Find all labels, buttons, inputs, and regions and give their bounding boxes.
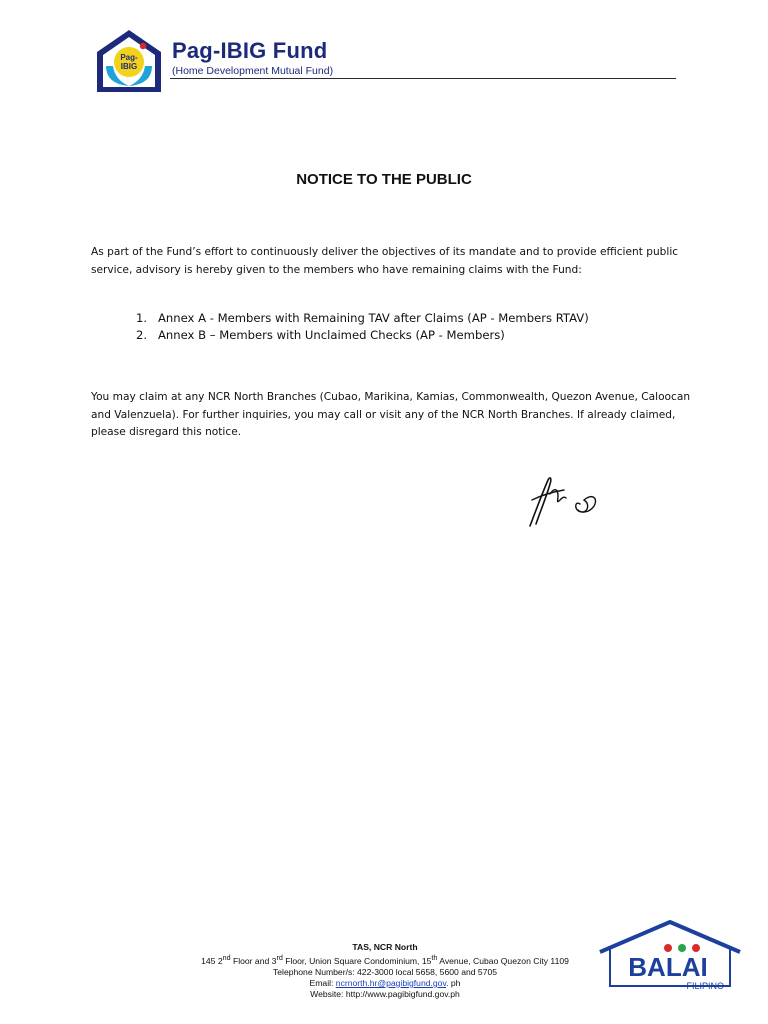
signature <box>524 470 606 530</box>
footer-website: Website: http://www.pagibigfund.gov.ph <box>310 988 460 999</box>
pagibig-logo <box>93 26 165 96</box>
annex-a-text: Annex A - Members with Remaining TAV after Claims (AP - Members RTAV) <box>158 311 589 325</box>
brand-subtitle: (Home Development Mutual Fund) <box>172 65 334 77</box>
list-number: 1. <box>136 311 148 325</box>
brand-name: Pag-IBIG Fund <box>172 38 328 63</box>
balai-sub: FILIPINO <box>686 981 724 991</box>
email-link[interactable]: ncrnorth.hr@pagibigfund.gov <box>335 977 447 988</box>
footer-email: Email: ncrnorth.hr@pagibigfund.gov. ph <box>309 977 461 988</box>
footer-address: 145 2nd Floor and 3rd Floor, Union Square Condominium, 15th Avenue, Cubao Quezon City 1109 <box>201 954 569 966</box>
intro-paragraph: As part of the Fund’s effort to continuously deliver the objectives of its mandate and to provide efficient public service, advisory is hereby given to the members who have remaining claims with the Fund: <box>91 246 679 276</box>
footer-telephone: Telephone Number/s: 422-3000 local 5658, 5600 and 5705 <box>272 966 498 977</box>
list-item <box>136 310 589 327</box>
claim-paragraph: You may claim at any NCR North Branches (Cubao, Marikina, Kamias, Commonwealth, Quezon Avenue, Caloocan and Valenzuela). For further inquiries, you may call or visit any of the NCR North Branches. If already claimed, please disregard this notice. <box>91 391 691 438</box>
header-divider <box>170 78 676 79</box>
list-number: 2. <box>136 328 148 342</box>
logo-text-top: Pag- <box>120 53 138 62</box>
balai-filipino-logo <box>596 918 744 992</box>
balai-word: BALAI <box>628 952 708 982</box>
annex-list <box>136 310 589 344</box>
list-item <box>136 327 589 344</box>
annex-b-text: Annex B – Members with Unclaimed Checks (AP - Members) <box>158 328 505 342</box>
footer-contact <box>140 942 630 1000</box>
logo-text-bottom: IBIG <box>120 62 138 71</box>
footer-office: TAS, NCR North <box>352 942 418 952</box>
notice-title: NOTICE TO THE PUBLIC <box>296 171 472 188</box>
